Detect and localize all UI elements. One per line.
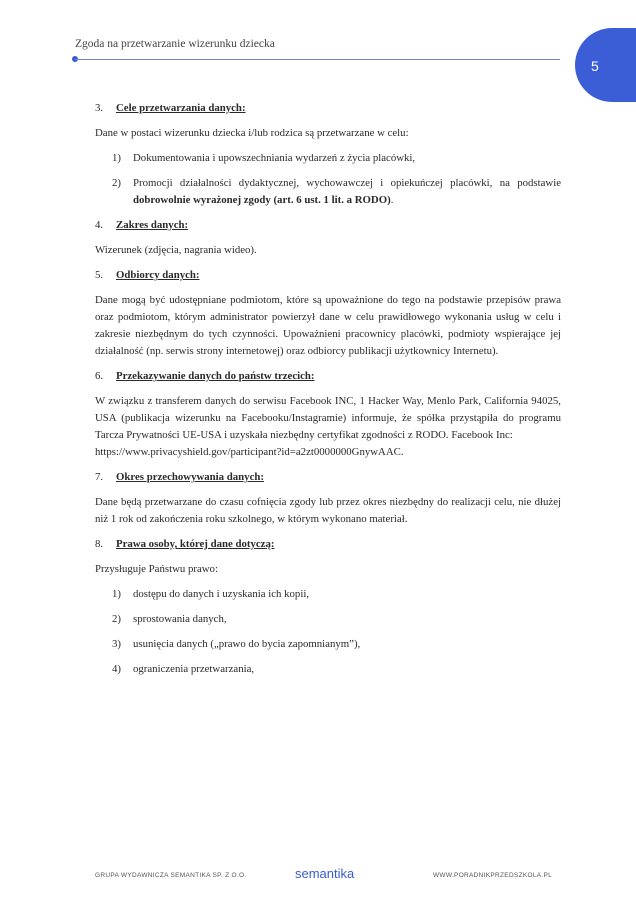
footer-website-link[interactable]: WWW.PORADNIKPRZEDSZKOLA.PL: [433, 872, 553, 879]
list-item: [95, 586, 561, 603]
list-item: [95, 636, 561, 653]
section-text: Dane mogą być udostępniane podmiotom, które są upoważnione do tego na podstawie przepisów prawa oraz podmiotom, którym administrator powierzył dane w celu prawidłowego wykonania usług w celu i zakresie niezbędnym do tych czynności. Upoważnieni pracownicy placówki, podmioty wspierające jej działalność (np. serwis strony internetowej) oraz odbiorcy publikacji użytkownicy Internetu).: [95, 294, 561, 357]
list-item-text: ograniczenia przetwarzania,: [133, 663, 255, 675]
list-item-number: 4): [112, 663, 121, 675]
section-heading: [95, 536, 561, 553]
list-item: [95, 150, 561, 167]
section-number: 4.: [95, 219, 104, 231]
legal-basis-text: dobrowolnie wyrażonej zgody (art. 6 ust. 1 lit. a RODO): [133, 194, 391, 206]
section-title: Przekazywanie danych do państw trzecich:: [116, 370, 315, 382]
section-number: 8.: [95, 538, 104, 550]
section-number: 3.: [95, 102, 104, 114]
section-heading: [95, 217, 561, 234]
list-item: [95, 661, 561, 678]
section-text: Wizerunek (zdjęcia, nagrania wideo).: [95, 244, 257, 256]
header-title: Zgoda na przetwarzanie wizerunku dziecka: [75, 38, 275, 50]
list-item-text: Dokumentowania i upowszechniania wydarzeń z życia placówki,: [133, 152, 416, 164]
list-item-text: sprostowania danych,: [133, 613, 227, 625]
section-intro: Dane w postaci wizerunku dziecka i/lub rodzica są przetwarzane w celu:: [95, 127, 409, 139]
list-item-content: [133, 175, 561, 209]
list-item-text: usunięcia danych („prawo do bycia zapomnianym”),: [133, 638, 361, 650]
page-number: 5: [591, 58, 599, 74]
list-item-text: dostępu do danych i uzyskania ich kopii,: [133, 588, 310, 600]
section-text: Dane będą przetwarzane do czasu cofnięcia zgody lub przez okres niezbędny do realizacji celu, nie dłużej niż 1 rok od zakończenia roku szkolnego, w którym wykonano materiał.: [95, 496, 561, 525]
section-heading: [95, 469, 561, 486]
section-number: 6.: [95, 370, 104, 382]
list-item-number: 2): [112, 613, 121, 625]
section-title: Prawa osoby, której dane dotyczą:: [116, 538, 275, 550]
transfer-text: W związku z transferem danych do serwisu Facebook INC, 1 Hacker Way, Menlo Park, California 94025, USA (publikacja wizerunku na Facebooku/Instagramie) informuje, że spółka przystąpiła do programu Tarcza Prywatności UE-USA i uzyskała niezbędny certyfikat zgodności z RODO. Facebook Inc:: [95, 395, 561, 441]
section-title: Cele przetwarzania danych:: [116, 102, 246, 114]
document-body: [95, 100, 561, 686]
list-item-number: 2): [112, 177, 121, 189]
list-item-number: 1): [112, 588, 121, 600]
page-badge: [575, 28, 636, 102]
list-item: [95, 611, 561, 628]
section-number: 5.: [95, 269, 104, 281]
header-rule: [75, 59, 560, 60]
rights-list: [95, 586, 561, 678]
purpose-list: [95, 150, 561, 209]
footer-logo: semantika: [295, 866, 355, 881]
section-title: Odbiorcy danych:: [116, 269, 200, 281]
section-heading: [95, 267, 561, 284]
section-title: Okres przechowywania danych:: [116, 471, 264, 483]
section-heading: [95, 100, 561, 117]
section-heading: [95, 368, 561, 385]
section-intro: Przysługuje Państwu prawo:: [95, 563, 218, 575]
section-number: 7.: [95, 471, 104, 483]
footer-publisher: GRUPA WYDAWNICZA SEMANTIKA SP. Z O.O.: [95, 872, 247, 879]
list-item-number: 1): [112, 152, 121, 164]
privacy-shield-link[interactable]: https://www.privacyshield.gov/participant?id=a2zt0000000GnywAAC.: [95, 446, 404, 458]
list-item: [95, 175, 561, 209]
section-text: [95, 393, 561, 461]
section-title: Zakres danych:: [116, 219, 189, 231]
list-item-text: Promocji działalności dydaktycznej, wychowawczej i opiekuńczej placówki, na podstawie: [133, 177, 561, 189]
list-item-number: 3): [112, 638, 121, 650]
list-item-end: .: [390, 194, 394, 206]
